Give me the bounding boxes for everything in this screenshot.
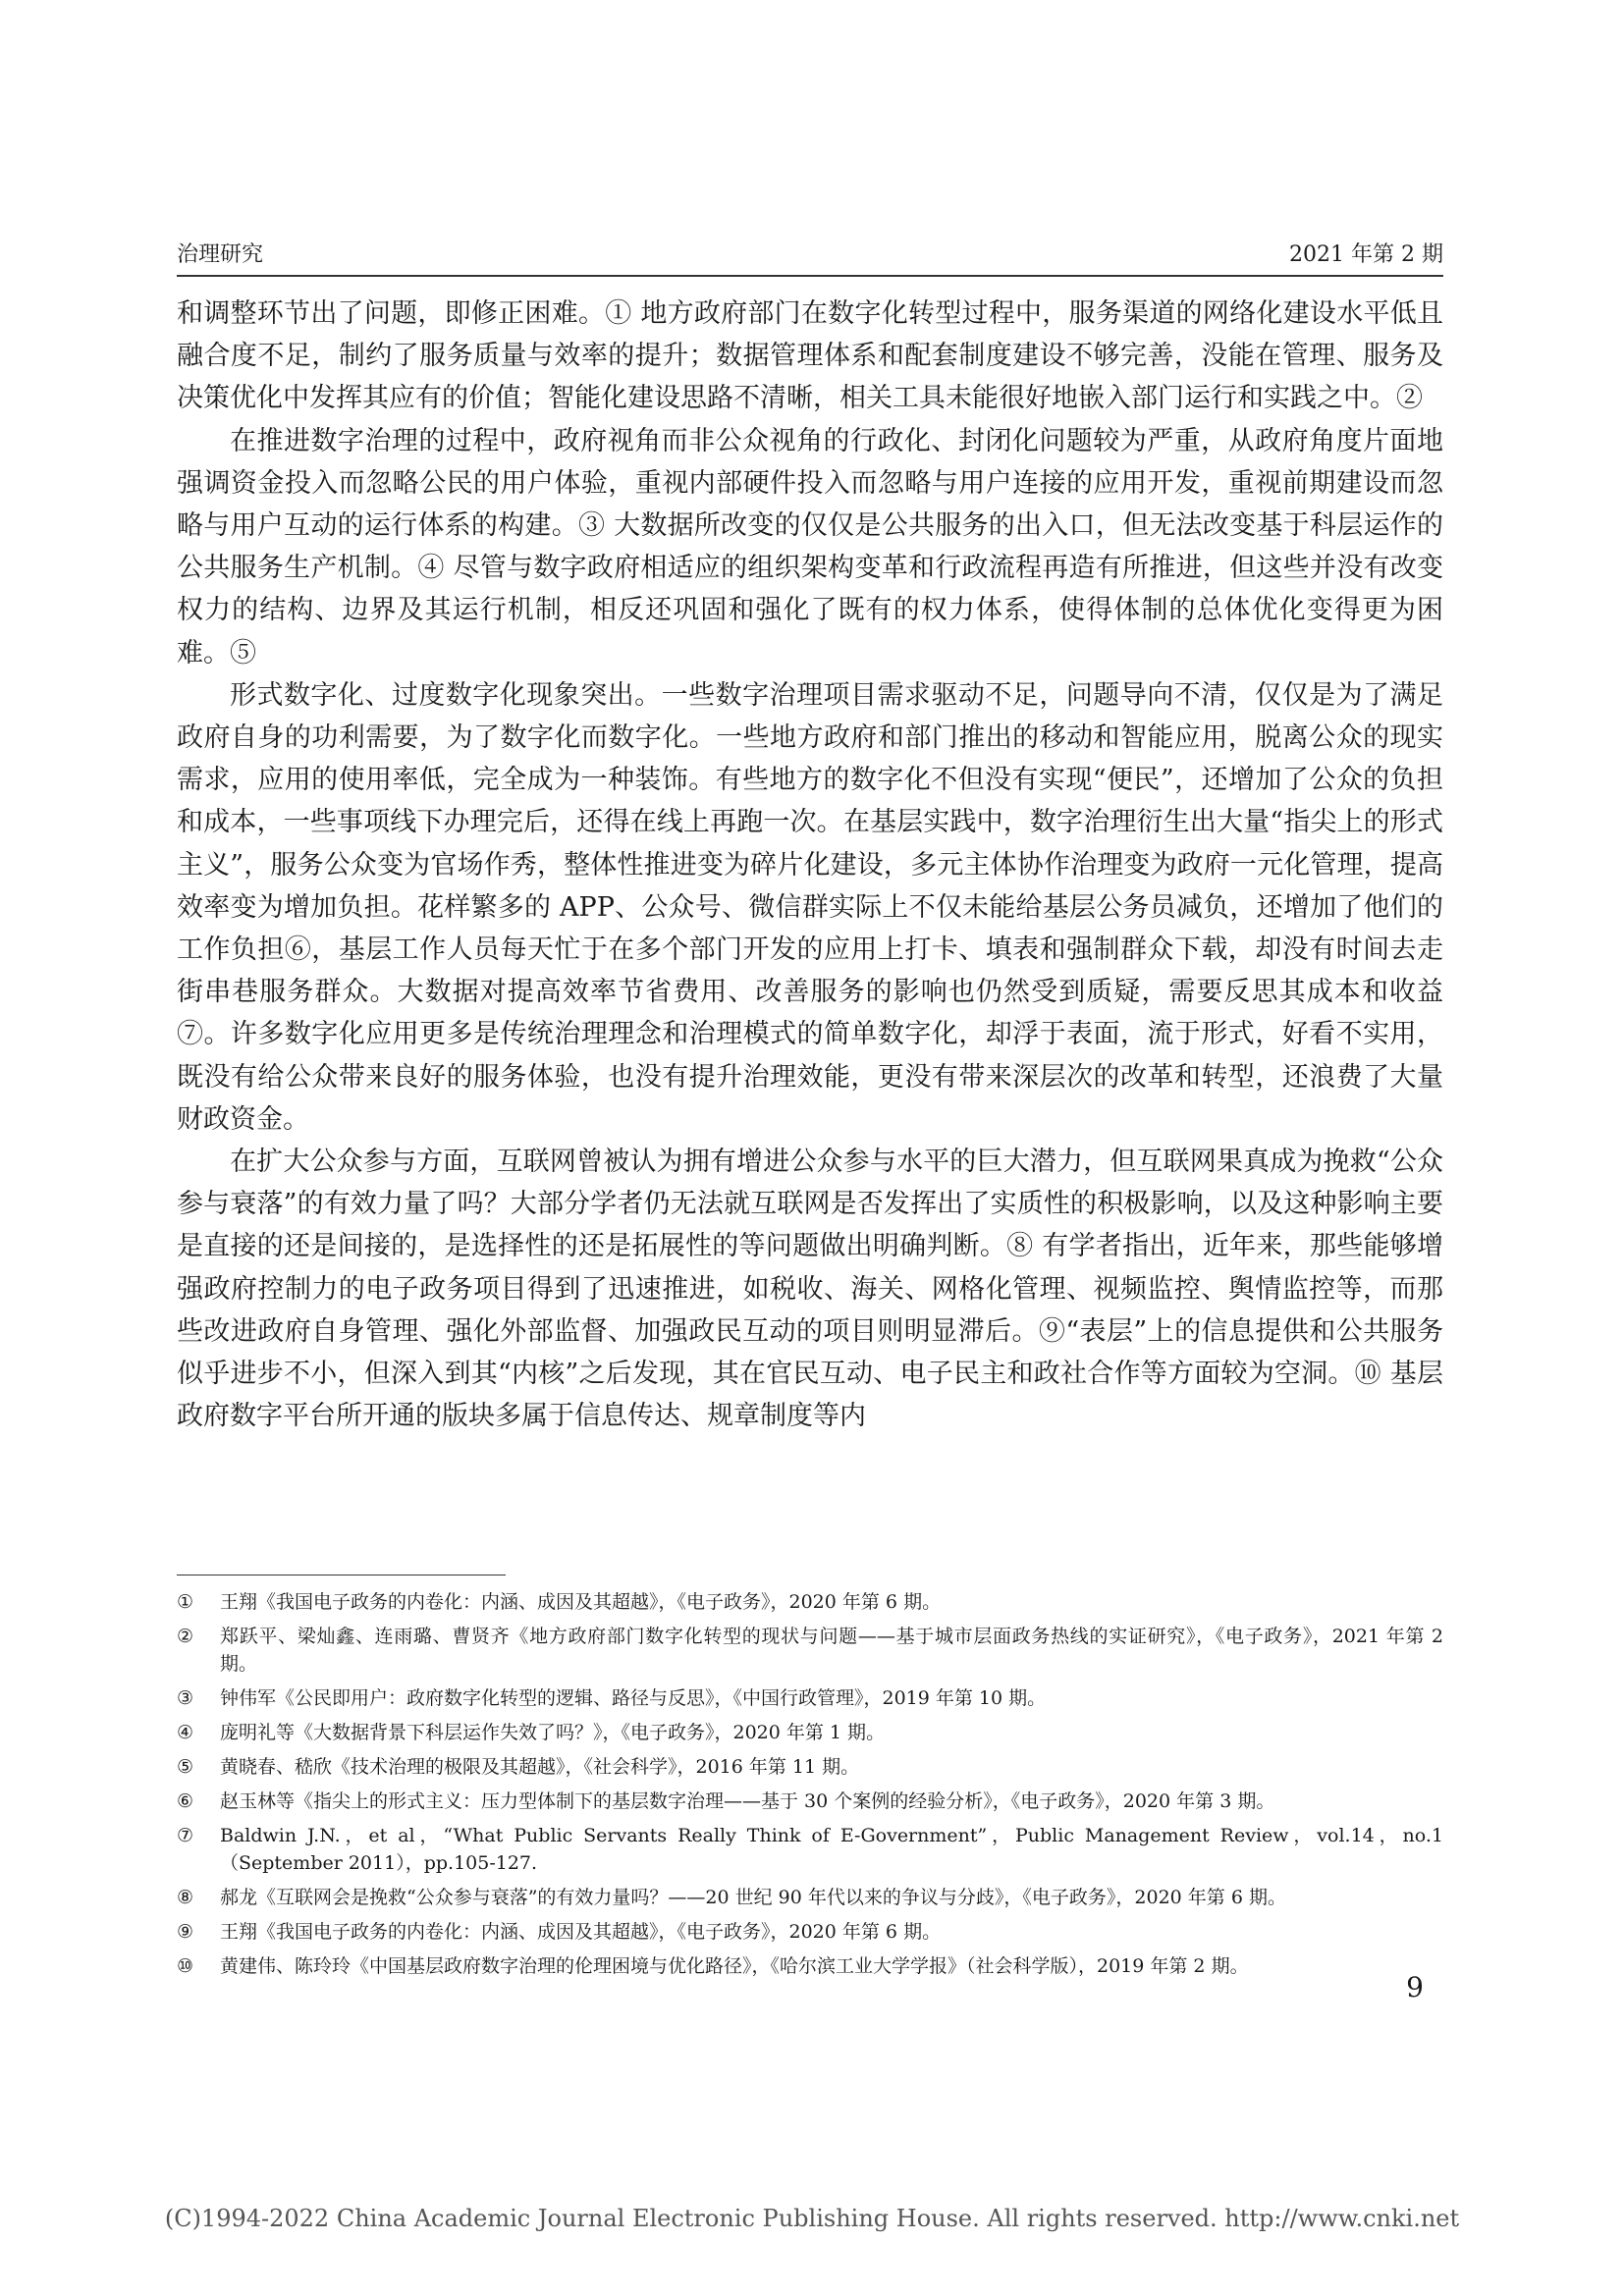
footnote-text: Baldwin J.N.，et al，“What Public Servants Really Think of E-Government”，Public Management Review，vol.14，no.1（September 2011），pp.105-127. [220, 1825, 1443, 1874]
footnote-text: 郝龙《互联网会是挽救“公众参与衰落”的有效力量吗？——20 世纪 90 年代以来的争议与分歧》，《电子政务》，2020 年第 6 期。 [220, 1887, 1286, 1908]
paragraph-1: 和调整环节出了问题，即修正困难。① 地方政府部门在数字化转型过程中，服务渠道的网络化建设水平低且融合度不足，制约了服务质量与效率的提升；数据管理体系和配套制度建设不够完善，没能在管理、服务及决策优化中发挥其应有的价值；智能化建设思路不清晰，相关工具未能很好地嵌入部门运行和实践之中。② [177, 298, 1443, 414]
footnote-mark: ② [177, 1626, 194, 1647]
footnote [177, 1588, 1443, 1616]
footnote-mark: ⑨ [177, 1921, 194, 1943]
footnote [177, 1884, 1443, 1911]
footnote-mark: ⑩ [177, 1955, 194, 1977]
footnote-text: 庞明礼等《大数据背景下科层运作失效了吗？》，《电子政务》，2020 年第 1 期。 [220, 1722, 886, 1743]
footnote-text: 钟伟军《公民即用户：政府数字化转型的逻辑、路径与反思》，《中国行政管理》，2019 年第 10 期。 [220, 1687, 1047, 1709]
body-text [177, 293, 1443, 1437]
footnote [177, 1918, 1443, 1946]
footnote-text: 郑跃平、梁灿鑫、连雨璐、曹贤齐《地方政府部门数字化转型的现状与问题——基于城市层面政务热线的实证研究》，《电子政务》，2021 年第 2 期。 [220, 1626, 1443, 1675]
footnote [177, 1822, 1443, 1877]
footnote-text: 黄建伟、陈玲玲《中国基层政府数字治理的伦理困境与优化路径》，《哈尔滨工业大学学报》（社会科学版），2019 年第 2 期。 [220, 1955, 1249, 1977]
footnote-mark: ① [177, 1591, 194, 1613]
header-rule [177, 275, 1443, 277]
footnote [177, 1684, 1443, 1712]
footnote [177, 1719, 1443, 1746]
footnote-text: 赵玉林等《指尖上的形式主义：压力型体制下的基层数字治理——基于 30 个案例的经验分析》，《电子政务》，2020 年第 3 期。 [220, 1790, 1275, 1812]
issue-label: 2021 年第 2 期 [1289, 242, 1443, 267]
paragraph-4: 在扩大公众参与方面，互联网曾被认为拥有增进公众参与水平的巨大潜力，但互联网果真成为挽救“公众参与衰落”的有效力量了吗？大部分学者仍无法就互联网是否发挥出了实质性的积极影响，以及这种影响主要是直接的还是间接的，是选择性的还是拓展性的等问题做出明确判断。⑧ 有学者指出，近年来，那些能够增强政府控制力的电子政务项目得到了迅速推进，如税收、海关、网格化管理、视频监控、舆情监控等，而那些改进政府自身管理、强化外部监督、加强政民互动的项目则明显滞后。⑨“表层”上的信息提供和公共服务似乎进步不小，但深入到其“内核”之后发现，其在官民互动、电子民主和政社合作等方面较为空洞。⑩ 基层政府数字平台所开通的版块多属于信息传达、规章制度等内 [177, 1147, 1443, 1432]
paragraph-2: 在推进数字治理的过程中，政府视角而非公众视角的行政化、封闭化问题较为严重，从政府角度片面地强调资金投入而忽略公民的用户体验，重视内部硬件投入而忽略与用户连接的应用开发，重视前期建设而忽略与用户互动的运行体系的构建。③ 大数据所改变的仅仅是公共服务的出入口，但无法改变基于科层运作的公共服务生产机制。④ 尽管与数字政府相适应的组织架构变革和行政流程再造有所推进，但这些并没有改变权力的结构、边界及其运行机制，相反还巩固和强化了既有的权力体系，使得体制的总体优化变得更为困难。⑤ [177, 425, 1443, 668]
footnote-mark: ⑧ [177, 1887, 194, 1908]
journal-section-title: 治理研究 [177, 242, 264, 267]
footnote [177, 1788, 1443, 1815]
footnote [177, 1623, 1443, 1678]
footnote-mark: ④ [177, 1722, 194, 1743]
footnote-text: 黄晓春、嵇欣《技术治理的极限及其超越》，《社会科学》，2016 年第 11 期。 [220, 1756, 860, 1778]
footnote [177, 1753, 1443, 1781]
footnote-mark: ⑦ [177, 1825, 194, 1846]
footnote-text: 王翔《我国电子政务的内卷化：内涵、成因及其超越》，《电子政务》，2020 年第 6 期。 [220, 1921, 942, 1943]
footnote-mark: ⑥ [177, 1790, 194, 1812]
page-number: 9 [1406, 1971, 1424, 2003]
footnote-mark: ⑤ [177, 1756, 194, 1778]
running-header [177, 238, 1443, 267]
footnote-mark: ③ [177, 1687, 194, 1709]
footnote-text: 王翔《我国电子政务的内卷化：内涵、成因及其超越》，《电子政务》，2020 年第 6 期。 [220, 1591, 942, 1613]
footnote [177, 1952, 1443, 1980]
footnotes [177, 1588, 1443, 1987]
copyright-notice: (C)1994-2022 China Academic Journal Electronic Publishing House. All rights reserved. http://www.cnki.net [164, 2205, 1460, 2232]
paragraph-3: 形式数字化、过度数字化现象突出。一些数字治理项目需求驱动不足，问题导向不清，仅仅是为了满足政府自身的功利需要，为了数字化而数字化。一些地方政府和部门推出的移动和智能应用，脱离公众的现实需求，应用的使用率低，完全成为一种装饰。有些地方的数字化不但没有实现“便民”，还增加了公众的负担和成本，一些事项线下办理完后，还得在线上再跑一次。在基层实践中，数字治理衍生出大量“指尖上的形式主义”，服务公众变为官场作秀，整体性推进变为碎片化建设，多元主体协作治理变为政府一元化管理，提高效率变为增加负担。花样繁多的 APP、公众号、微信群实际上不仅未能给基层公务员减负，还增加了他们的工作负担⑥，基层工作人员每天忙于在多个部门开发的应用上打卡、填表和强制群众下载，却没有时间去走街串巷服务群众。大数据对提高效率节省费用、改善服务的影响也仍然受到质疑，需要反思其成本和收益⑦。许多数字化应用更多是传统治理理念和治理模式的简单数字化，却浮于表面，流于形式，好看不实用，既没有给公众带来良好的服务体验，也没有提升治理效能，更没有带来深层次的改革和转型，还浪费了大量财政资金。 [177, 679, 1443, 1135]
